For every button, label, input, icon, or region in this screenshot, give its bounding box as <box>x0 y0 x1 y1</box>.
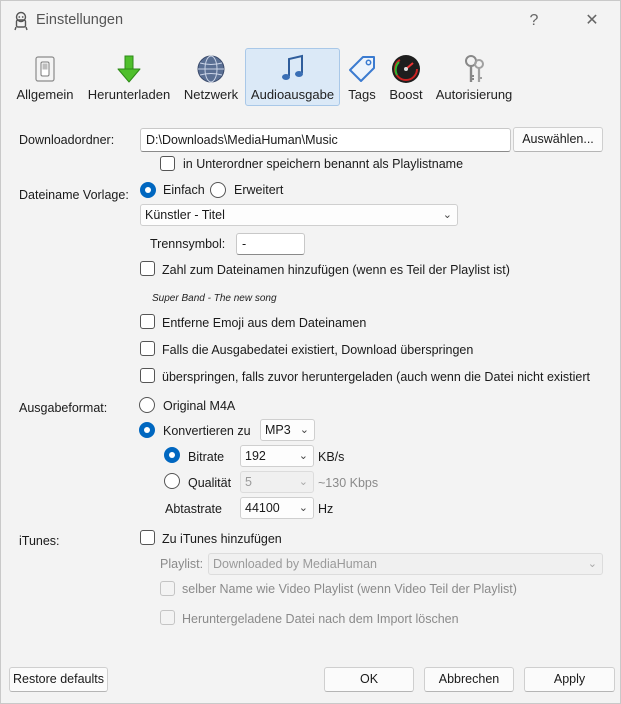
samplerate-select[interactable] <box>240 497 314 519</box>
same-name-checkbox[interactable] <box>160 581 175 596</box>
tab-label: Herunterladen <box>87 87 171 102</box>
apply-button[interactable]: Apply <box>524 667 615 692</box>
music-note-icon <box>277 53 309 85</box>
chevron-down-icon: ⌄ <box>587 558 597 570</box>
download-arrow-icon <box>113 53 145 85</box>
itunes-label: iTunes: <box>19 534 60 548</box>
tab-label: Allgemein <box>16 87 74 102</box>
tab-label: Tags <box>348 87 376 102</box>
chevron-down-icon: ⌄ <box>298 502 308 514</box>
output-format-label: Ausgabeformat: <box>19 401 108 415</box>
bitrate-label: Bitrate <box>188 450 225 464</box>
chevron-down-icon: ⌄ <box>299 424 309 436</box>
separator-label: Trennsymbol: <box>150 237 226 251</box>
remove-emoji-checkbox-label: Entferne Emoji aus dem Dateinamen <box>162 316 367 330</box>
separator-input[interactable]: - <box>236 233 305 255</box>
skip-existing-checkbox[interactable] <box>140 341 155 356</box>
chevron-down-icon: ⌄ <box>298 476 308 488</box>
bitrate-value: 192 <box>245 449 266 463</box>
tab-label: Autorisierung <box>435 87 513 102</box>
add-number-checkbox-label: Zahl zum Dateinamen hinzufügen (wenn es Teil der Playlist ist) <box>162 263 510 277</box>
chevron-down-icon: ⌄ <box>442 209 452 221</box>
tab-audioausgabe[interactable] <box>245 48 340 106</box>
tab-label: Netzwerk <box>183 87 239 102</box>
add-to-itunes-checkbox[interactable] <box>140 530 155 545</box>
tab-netzwerk[interactable] <box>179 48 243 106</box>
playlist-label: Playlist: <box>160 557 204 571</box>
cancel-button[interactable]: Abbrechen <box>424 667 514 692</box>
original-m4a-radio[interactable] <box>139 397 155 413</box>
subfolder-checkbox-label: in Unterordner speichern benannt als Playlistname <box>183 157 464 171</box>
template-select-value: Künstler - Titel <box>145 208 225 222</box>
samplerate-value: 44100 <box>245 501 280 515</box>
tab-label: Audioausgabe <box>250 87 335 102</box>
filename-template-label: Dateiname Vorlage: <box>19 188 129 202</box>
bitrate-select[interactable] <box>240 445 314 467</box>
add-to-itunes-checkbox-label: Zu iTunes hinzufügen <box>162 532 282 546</box>
template-advanced-label: Erweitert <box>234 183 284 197</box>
title-bar <box>1 1 620 41</box>
speedometer-icon <box>390 53 422 85</box>
tab-boost[interactable] <box>385 48 427 106</box>
convert-format-select[interactable] <box>260 419 315 441</box>
template-simple-radio[interactable] <box>140 182 156 198</box>
samplerate-label: Abtastrate <box>165 502 222 516</box>
chevron-down-icon: ⌄ <box>298 450 308 462</box>
tab-allgemein[interactable] <box>13 48 77 106</box>
filename-sample-text: Super Band - The new song <box>152 293 277 304</box>
globe-icon <box>195 53 227 85</box>
delete-after-import-checkbox[interactable] <box>160 610 175 625</box>
template-select[interactable] <box>140 204 458 226</box>
skip-downloaded-checkbox-label: überspringen, falls zuvor heruntergeladen (auch wenn die Datei nicht existiert <box>162 370 591 384</box>
samplerate-unit: Hz <box>318 502 334 516</box>
convert-to-radio[interactable] <box>139 422 155 438</box>
template-simple-label: Einfach <box>163 183 205 197</box>
quality-radio[interactable] <box>164 473 180 489</box>
skip-existing-checkbox-label: Falls die Ausgabedatei existiert, Download überspringen <box>162 343 474 357</box>
download-folder-input[interactable]: D:\Downloads\MediaHuman\Music <box>140 128 511 152</box>
download-folder-label: Downloadordner: <box>19 133 115 147</box>
add-number-checkbox[interactable] <box>140 261 155 276</box>
keys-icon <box>458 53 490 85</box>
tab-autorisierung[interactable] <box>432 48 516 106</box>
convert-format-value: MP3 <box>265 423 291 437</box>
tab-herunterladen[interactable] <box>85 48 173 106</box>
app-icon <box>11 11 31 31</box>
remove-emoji-checkbox[interactable] <box>140 314 155 329</box>
convert-to-label: Konvertieren zu <box>163 424 251 438</box>
close-button[interactable]: ✕ <box>585 12 599 29</box>
choose-folder-button[interactable]: Auswählen... <box>513 127 603 152</box>
itunes-playlist-value: Downloaded by MediaHuman <box>213 557 377 571</box>
same-name-checkbox-label: selber Name wie Video Playlist (wenn Video Teil der Playlist) <box>182 582 517 596</box>
tab-tags[interactable] <box>342 48 382 106</box>
original-m4a-label: Original M4A <box>163 399 236 413</box>
tab-label: Boost <box>389 87 423 102</box>
switch-icon <box>29 53 61 85</box>
quality-hint: ~130 Kbps <box>318 476 379 490</box>
quality-label: Qualität <box>188 476 232 490</box>
skip-downloaded-checkbox[interactable] <box>140 368 155 383</box>
template-advanced-radio[interactable] <box>210 182 226 198</box>
delete-after-import-checkbox-label: Heruntergeladene Datei nach dem Import löschen <box>182 612 459 626</box>
bitrate-radio[interactable] <box>164 447 180 463</box>
subfolder-checkbox[interactable] <box>160 156 175 171</box>
bitrate-unit: KB/s <box>318 450 345 464</box>
ok-button[interactable]: OK <box>324 667 414 692</box>
help-button[interactable]: ? <box>529 12 539 29</box>
quality-value: 5 <box>245 475 252 489</box>
tag-icon <box>346 53 378 85</box>
itunes-playlist-select[interactable] <box>208 553 603 575</box>
restore-defaults-button[interactable]: Restore defaults <box>9 667 108 692</box>
quality-select[interactable] <box>240 471 314 493</box>
window-title: Einstellungen <box>36 12 124 28</box>
